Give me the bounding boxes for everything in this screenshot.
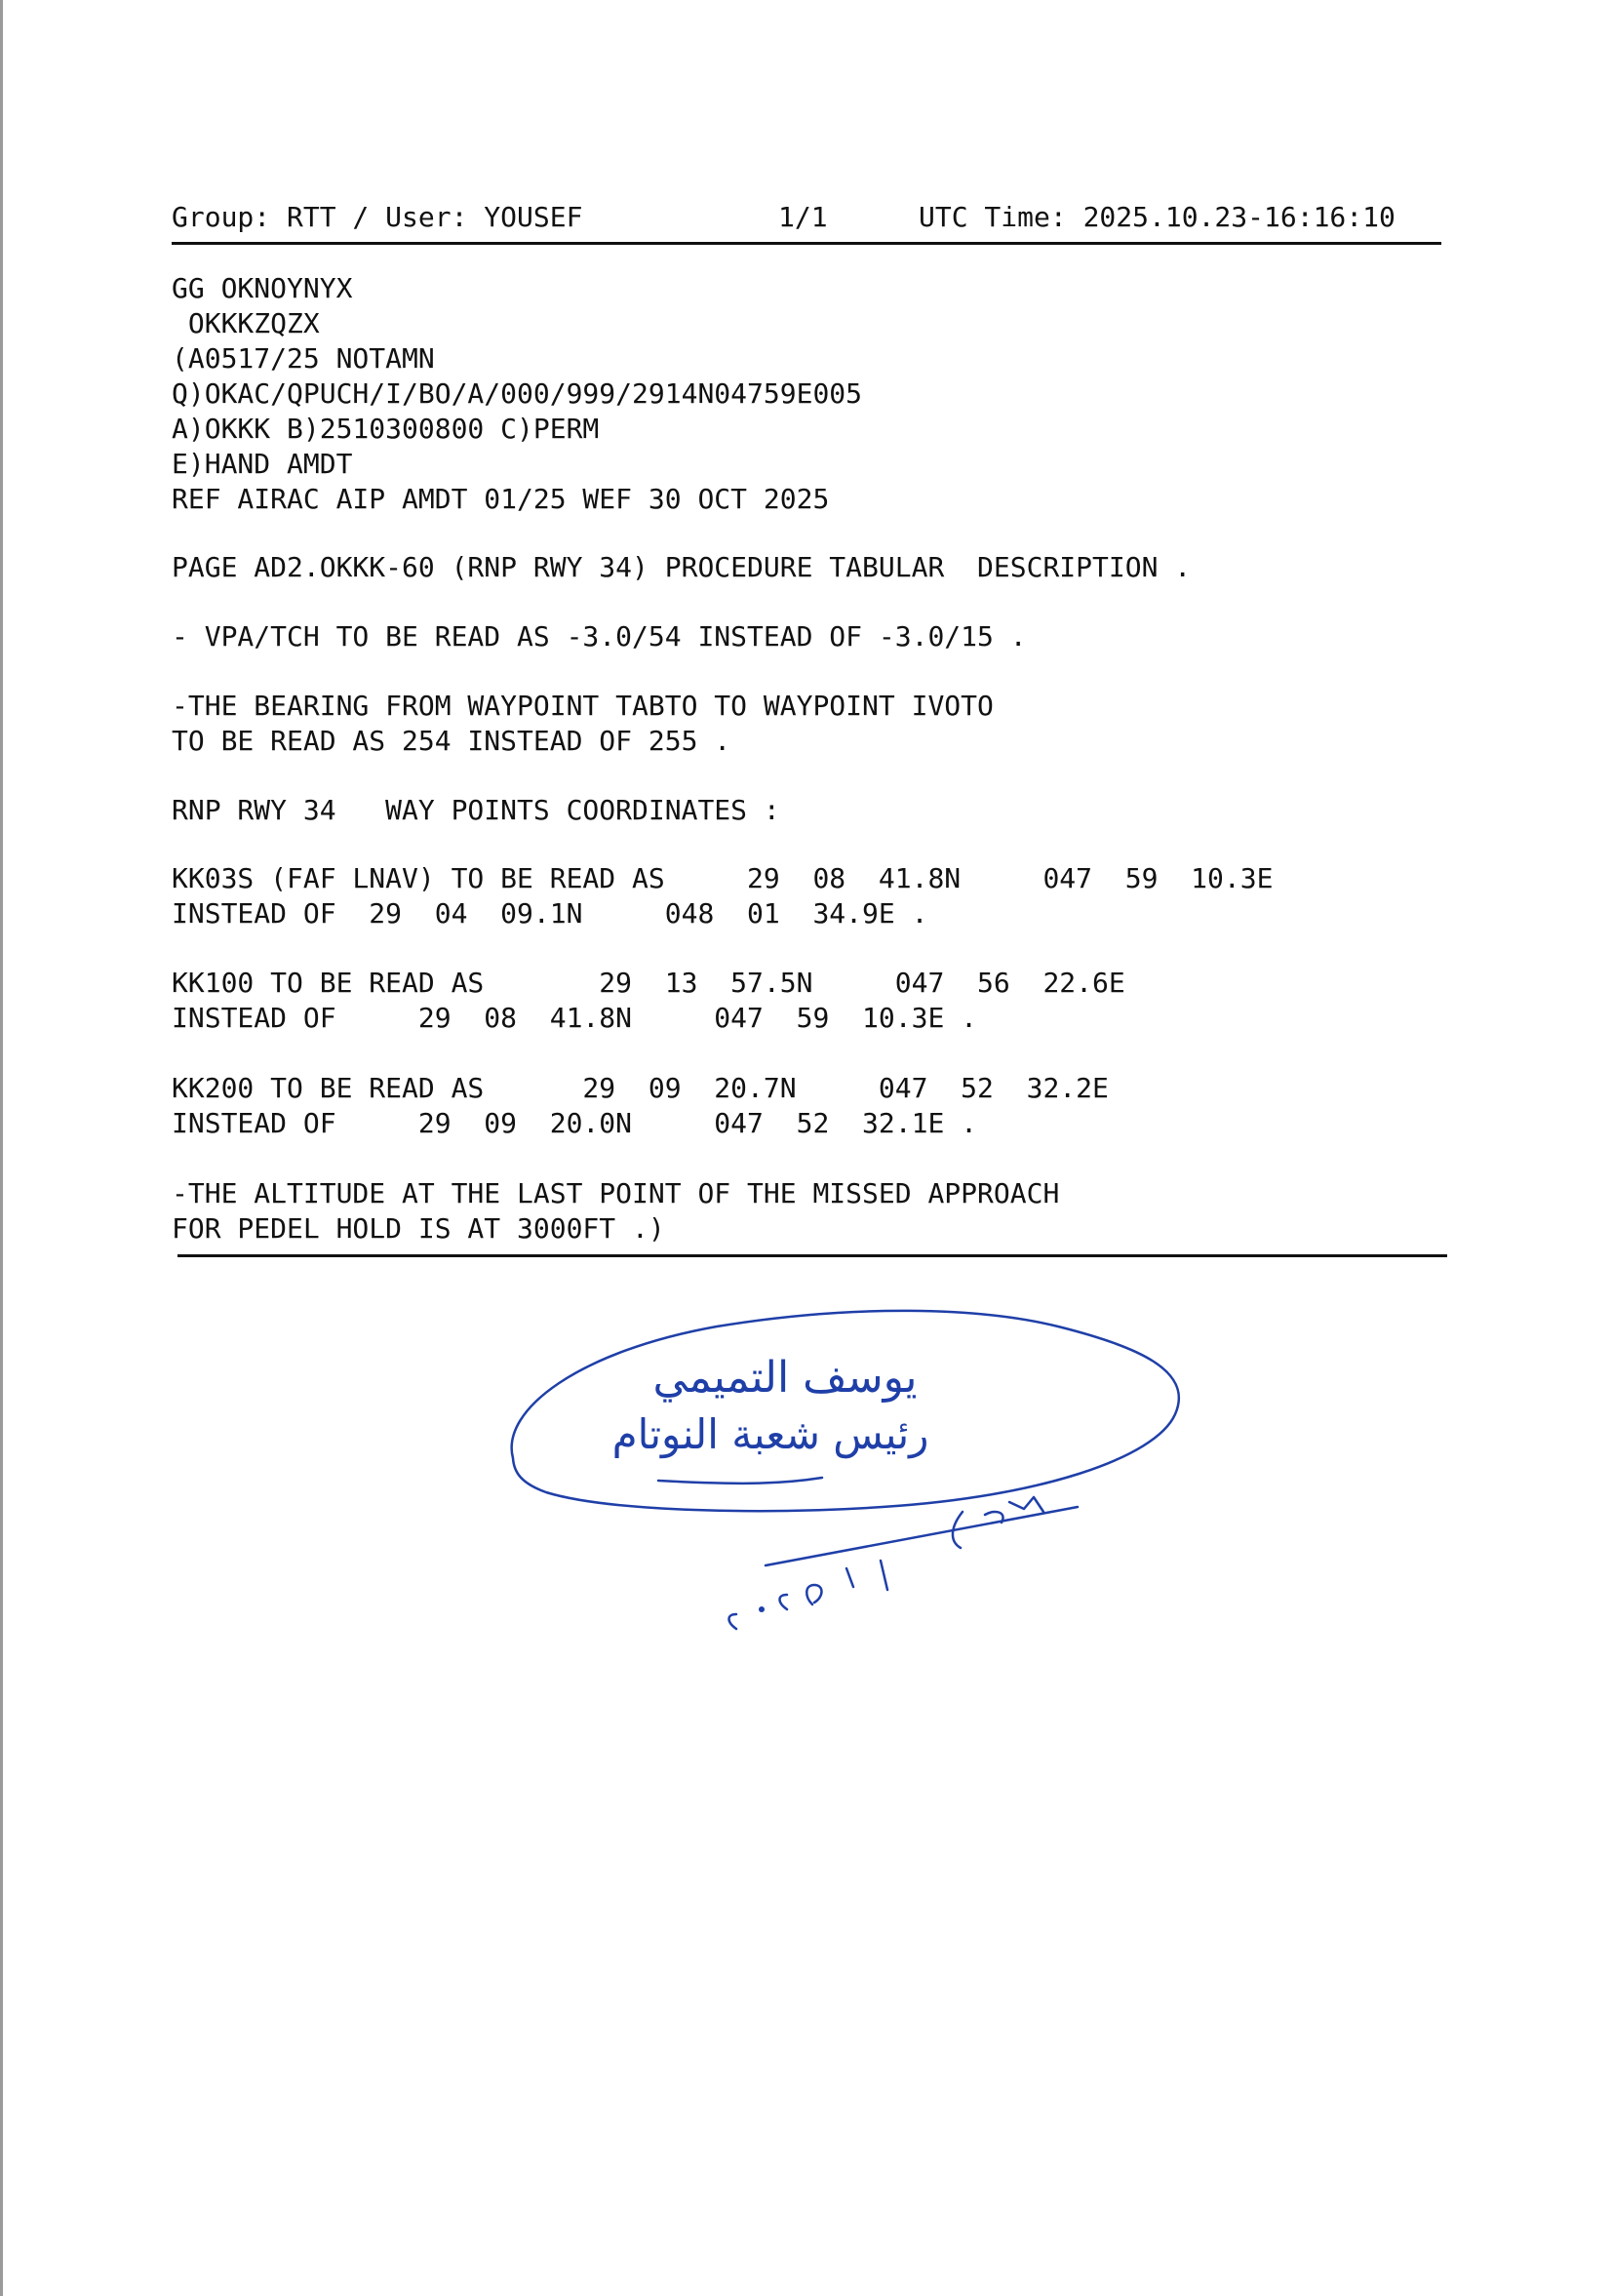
signature-stamp xyxy=(492,1292,1214,1702)
page-left-edge xyxy=(0,0,3,2296)
vpa-tch-line: - VPA/TCH TO BE READ AS -3.0/54 INSTEAD OF -3.0/15 . xyxy=(172,620,1027,653)
date-mark-5 xyxy=(846,1568,853,1587)
utc-time: UTC Time: 2025.10.23-16:16:10 xyxy=(919,201,1396,233)
date-mark-4 xyxy=(881,1561,887,1590)
kk200-instead-line: INSTEAD OF 29 09 20.0N 047 52 32.1E . xyxy=(172,1107,978,1139)
date-stroke xyxy=(766,1507,1078,1565)
kk200-line: KK200 TO BE READ AS 29 09 20.7N 047 52 32.2E xyxy=(172,1072,1109,1104)
notam-id-line: (A0517/25 NOTAMN xyxy=(172,342,435,375)
group-user-label: Group: RTT / User: YOUSEF xyxy=(172,201,583,233)
date-dot xyxy=(759,1606,765,1612)
page-reference-line: PAGE AD2.OKKK-60 (RNP RWY 34) PROCEDURE TABULAR DESCRIPTION . xyxy=(172,551,1192,583)
page-number: 1/1 xyxy=(778,201,828,233)
date-mark-3 xyxy=(1009,1497,1043,1512)
header-divider xyxy=(172,242,1441,245)
altitude-line-2: FOR PEDEL HOLD IS AT 3000FT .) xyxy=(172,1212,665,1245)
date-mark-6 xyxy=(806,1585,821,1604)
signature-drawing xyxy=(492,1292,1214,1702)
stamp-underline xyxy=(658,1478,822,1484)
kk100-instead-line: INSTEAD OF 29 08 41.8N 047 59 10.3E . xyxy=(172,1002,978,1034)
kk03s-line: KK03S (FAF LNAV) TO BE READ AS 29 08 41.8N 047 59 10.3E xyxy=(172,862,1274,894)
stamp-name: يوسف التميمي xyxy=(652,1353,918,1403)
q-line: Q)OKAC/QPUCH/I/BO/A/000/999/2914N04759E005 xyxy=(172,377,863,410)
altitude-line-1: -THE ALTITUDE AT THE LAST POINT OF THE MISSED APPROACH xyxy=(172,1177,1060,1209)
originator-line: OKKKZQZX xyxy=(172,307,320,339)
bearing-line-2: TO BE READ AS 254 INSTEAD OF 255 . xyxy=(172,725,731,757)
print-header xyxy=(172,195,1441,240)
abc-line: A)OKKK B)2510300800 C)PERM xyxy=(172,413,600,445)
priority-address-line: GG OKNOYNYX xyxy=(172,272,353,304)
stamp-title: رئيس شعبة النوتام xyxy=(611,1410,929,1458)
kk03s-instead-line: INSTEAD OF 29 04 09.1N 048 01 34.9E . xyxy=(172,897,928,930)
e-line: E)HAND AMDT xyxy=(172,448,353,480)
date-mark-8 xyxy=(729,1614,737,1629)
bearing-line-1: -THE BEARING FROM WAYPOINT TABTO TO WAYPOINT IVOTO xyxy=(172,690,994,722)
waypoints-heading: RNP RWY 34 WAY POINTS COORDINATES : xyxy=(172,794,780,826)
reference-line: REF AIRAC AIP AMDT 01/25 WEF 30 OCT 2025 xyxy=(172,483,830,515)
footer-divider xyxy=(177,1254,1447,1257)
kk100-line: KK100 TO BE READ AS 29 13 57.5N 047 56 22.6E xyxy=(172,967,1125,999)
date-mark-7 xyxy=(780,1595,788,1609)
